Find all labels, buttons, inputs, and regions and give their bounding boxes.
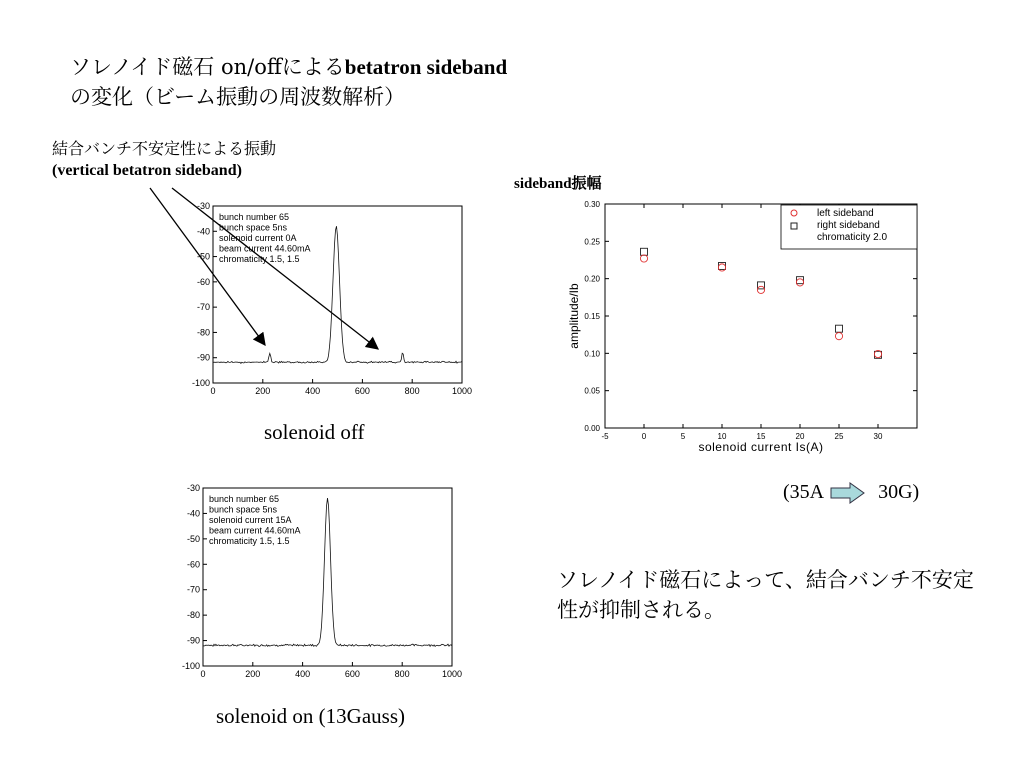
x-tick-label: 200 <box>255 386 271 396</box>
legend-line: bunch number 65 <box>219 212 290 222</box>
right-arrow-icon <box>830 482 866 504</box>
y-tick-label: -100 <box>181 661 200 671</box>
legend-line: bunch space 5ns <box>219 222 288 233</box>
caption-solenoid-on: solenoid on (13Gauss) <box>216 704 405 728</box>
y-tick-label: -40 <box>196 226 210 237</box>
y-tick-label: 0.25 <box>584 237 600 247</box>
y-tick-label: -50 <box>196 251 210 262</box>
left-sideband-point <box>835 333 842 340</box>
y-tick-label: -70 <box>196 302 210 313</box>
x-tick-label: 10 <box>717 432 727 441</box>
y-tick-label: -90 <box>186 635 200 646</box>
legend-line: solenoid current 0A <box>219 233 297 243</box>
x-tick-label: 1000 <box>441 669 463 679</box>
legend-line: chromaticity 1.5, 1.5 <box>219 254 300 264</box>
sideband-chart-title: sideband振幅 <box>514 174 602 192</box>
legend-line: bunch number 65 <box>209 494 280 504</box>
y-tick-label: -80 <box>186 610 200 621</box>
right-sideband-point <box>836 325 843 332</box>
x-tick-label: 0 <box>210 386 216 396</box>
x-tick-label: 1000 <box>451 386 473 396</box>
x-tick-label: 20 <box>795 432 805 441</box>
y-tick-label: -60 <box>186 559 200 570</box>
spectrum-chart-off <box>190 197 473 397</box>
title-mid: による <box>281 55 345 79</box>
title-jp: ソレノイド磁石 on/off <box>70 55 282 79</box>
right-sideband-point <box>641 248 648 255</box>
y-tick-label: -30 <box>186 483 200 493</box>
left-sideband-point <box>718 264 725 271</box>
y-tick-label: -90 <box>196 352 210 363</box>
legend-label: left sideband <box>817 208 874 219</box>
legend-label: right sideband <box>817 220 880 231</box>
conclusion-text: ソレノイド磁石によって、結合バンチ不安定性が抑制される。 <box>557 568 974 622</box>
y-axis-label: amplitude/Ib <box>567 283 581 349</box>
current-right: 30G) <box>878 481 920 503</box>
x-tick-label: 800 <box>404 386 420 396</box>
current-conversion <box>783 481 919 504</box>
x-tick-label: 15 <box>756 432 766 441</box>
x-tick-label: 0 <box>641 432 647 441</box>
current-left: (35A <box>783 481 825 503</box>
y-tick-label: -40 <box>186 508 200 519</box>
x-tick-label: 25 <box>834 432 844 441</box>
caption-solenoid-off: solenoid off <box>264 420 365 444</box>
title-line-2: の変化（ビーム振動の周波数解析） <box>70 85 406 109</box>
spectrum-chart-on <box>178 481 463 681</box>
legend-line: chromaticity 1.5, 1.5 <box>209 536 290 546</box>
x-tick-label: 400 <box>295 669 311 679</box>
y-tick-label: -100 <box>191 378 210 388</box>
x-tick-label: -5 <box>601 432 609 441</box>
x-tick-label: 600 <box>344 669 360 679</box>
legend-line: bunch space 5ns <box>209 504 278 515</box>
annotation-jp: 結合バンチ不安定性による振動 <box>52 139 277 158</box>
x-tick-label: 600 <box>354 386 370 396</box>
y-tick-label: -80 <box>196 327 210 338</box>
y-tick-label: -30 <box>196 201 210 211</box>
sideband-amplitude-chart <box>560 192 930 462</box>
x-axis-label: solenoid current Is(A) <box>698 440 824 454</box>
x-tick-label: 30 <box>873 432 883 441</box>
y-tick-label: 0.05 <box>584 386 600 396</box>
y-tick-label: -70 <box>186 584 200 595</box>
legend-line: beam current 44.60mA <box>219 243 311 254</box>
legend-line: solenoid current 15A <box>209 515 292 525</box>
y-tick-label: 0.20 <box>584 274 600 284</box>
y-tick-label: -60 <box>196 276 210 287</box>
left-sideband-point <box>757 286 764 293</box>
x-tick-label: 800 <box>394 669 410 679</box>
x-tick-label: 5 <box>680 432 686 441</box>
x-tick-label: 0 <box>200 669 206 679</box>
x-tick-label: 200 <box>245 669 261 679</box>
left-sideband-point <box>640 255 647 262</box>
annotation-en: (vertical betatron sideband) <box>52 162 242 179</box>
title-en: betatron sideband <box>344 55 508 79</box>
y-tick-label: -50 <box>186 533 200 544</box>
x-tick-label: 400 <box>305 386 321 396</box>
left-sideband-point <box>796 279 803 286</box>
y-tick-label: 0.10 <box>584 349 600 359</box>
y-tick-label: 0.15 <box>584 312 600 321</box>
legend-label: chromaticity 2.0 <box>817 232 888 243</box>
y-tick-label: 0.30 <box>584 200 600 209</box>
y-tick-label: 0.00 <box>584 424 600 433</box>
legend-line: beam current 44.60mA <box>209 525 301 536</box>
